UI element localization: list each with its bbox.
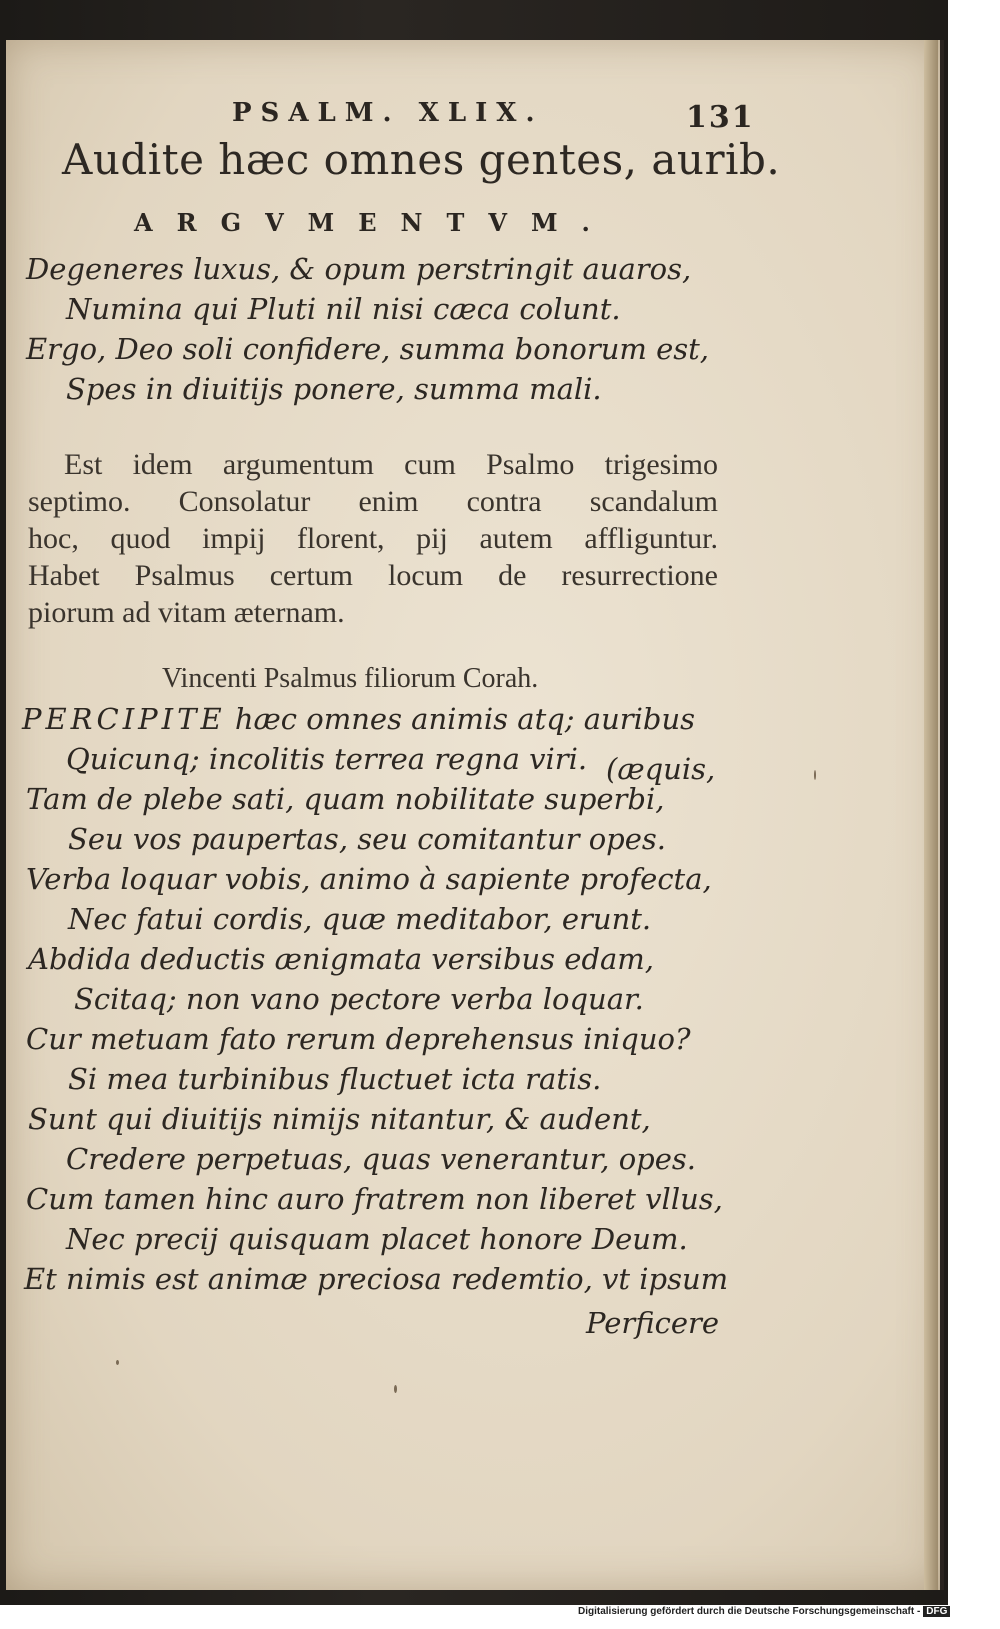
argument-verse: Degeneres luxus, & opum perstringit auaros, [26, 252, 692, 286]
running-head: PSALM. XLIX. [232, 98, 544, 128]
prose-line: piorum ad vitam æternam. [28, 596, 345, 629]
psalm-verse: Nec fatui cordis, quæ meditabor, erunt. [68, 902, 652, 936]
argument-verse: Ergo, Deo soli confidere, summa bonorum est, [26, 332, 710, 366]
psalm-first-line [22, 702, 695, 736]
psalm-first-line-rest: hæc omnes animis atq; auribus [234, 702, 696, 736]
psalm-title: Vincenti Psalmus filiorum Corah. [162, 663, 539, 694]
psalm-verse: Cur metuam fato rerum deprehensus iniquo? [26, 1022, 691, 1056]
psalm-verse: Nec precij quisquam placet honore Deum. [66, 1222, 688, 1256]
incipit-line: Audite hæc omnes gentes, aurib. [62, 135, 781, 184]
psalm-first-word: PERCIPITE [22, 702, 226, 736]
page-edge [924, 40, 938, 1590]
page-header [6, 98, 940, 138]
prose-line: septimo. Consolatur enim contra scandalum [28, 485, 718, 518]
psalm-verse: Seu vos paupertas, seu comitantur opes. [68, 822, 666, 856]
argumentum-heading: ARGVMENTVM. [134, 208, 614, 237]
psalm-verse: Abdida deductis ænigmata versibus edam, [28, 942, 655, 976]
prose-line: Est idem argumentum cum Psalmo trigesimo [64, 448, 718, 481]
prose-paragraph [28, 448, 718, 633]
prose-line: hoc, quod impij florent, pij autem affliguntur. [28, 522, 718, 555]
psalm-verse: Scitaq; non vano pectore verba loquar. [74, 982, 644, 1016]
psalm-overflow-word: (æquis, [606, 752, 716, 786]
dfg-logo: DFG [923, 1606, 950, 1617]
psalm-verse: Cum tamen hinc auro fratrem non liberet vllus, [26, 1182, 723, 1216]
book-page [6, 40, 944, 1590]
paper-speck [116, 1360, 119, 1365]
psalm-verse: Verba loquar vobis, animo à sapiente profecta, [26, 862, 712, 896]
catchword: Perficere [586, 1306, 720, 1340]
credit-text: Digitalisierung gefördert durch die Deutsche Forschungsgemeinschaft - [578, 1606, 921, 1617]
psalm-verse: Tam de plebe sati, quam nobilitate superbi, [26, 782, 665, 816]
page-number: 131 [686, 100, 755, 135]
prose-line: Habet Psalmus certum locum de resurrectione [28, 559, 718, 592]
psalm-verse: Credere perpetuas, quas venerantur, opes. [66, 1142, 697, 1176]
paper-speck [814, 770, 816, 780]
psalm-verse: Sunt qui diuitijs nimijs nitantur, & audent, [28, 1102, 651, 1136]
argument-verse: Numina qui Pluti nil nisi cæca colunt. [66, 292, 621, 326]
psalm-verse: Et nimis est animæ preciosa redemtio, vt ipsum [24, 1262, 729, 1296]
psalm-verse: Quicunq; incolitis terrea regna viri. [66, 742, 588, 776]
paper-speck [394, 1385, 397, 1393]
argument-verse: Spes in diuitijs ponere, summa mali. [66, 372, 602, 406]
digitization-credit [578, 1606, 950, 1617]
psalm-verse: Si mea turbinibus fluctuet icta ratis. [68, 1062, 602, 1096]
